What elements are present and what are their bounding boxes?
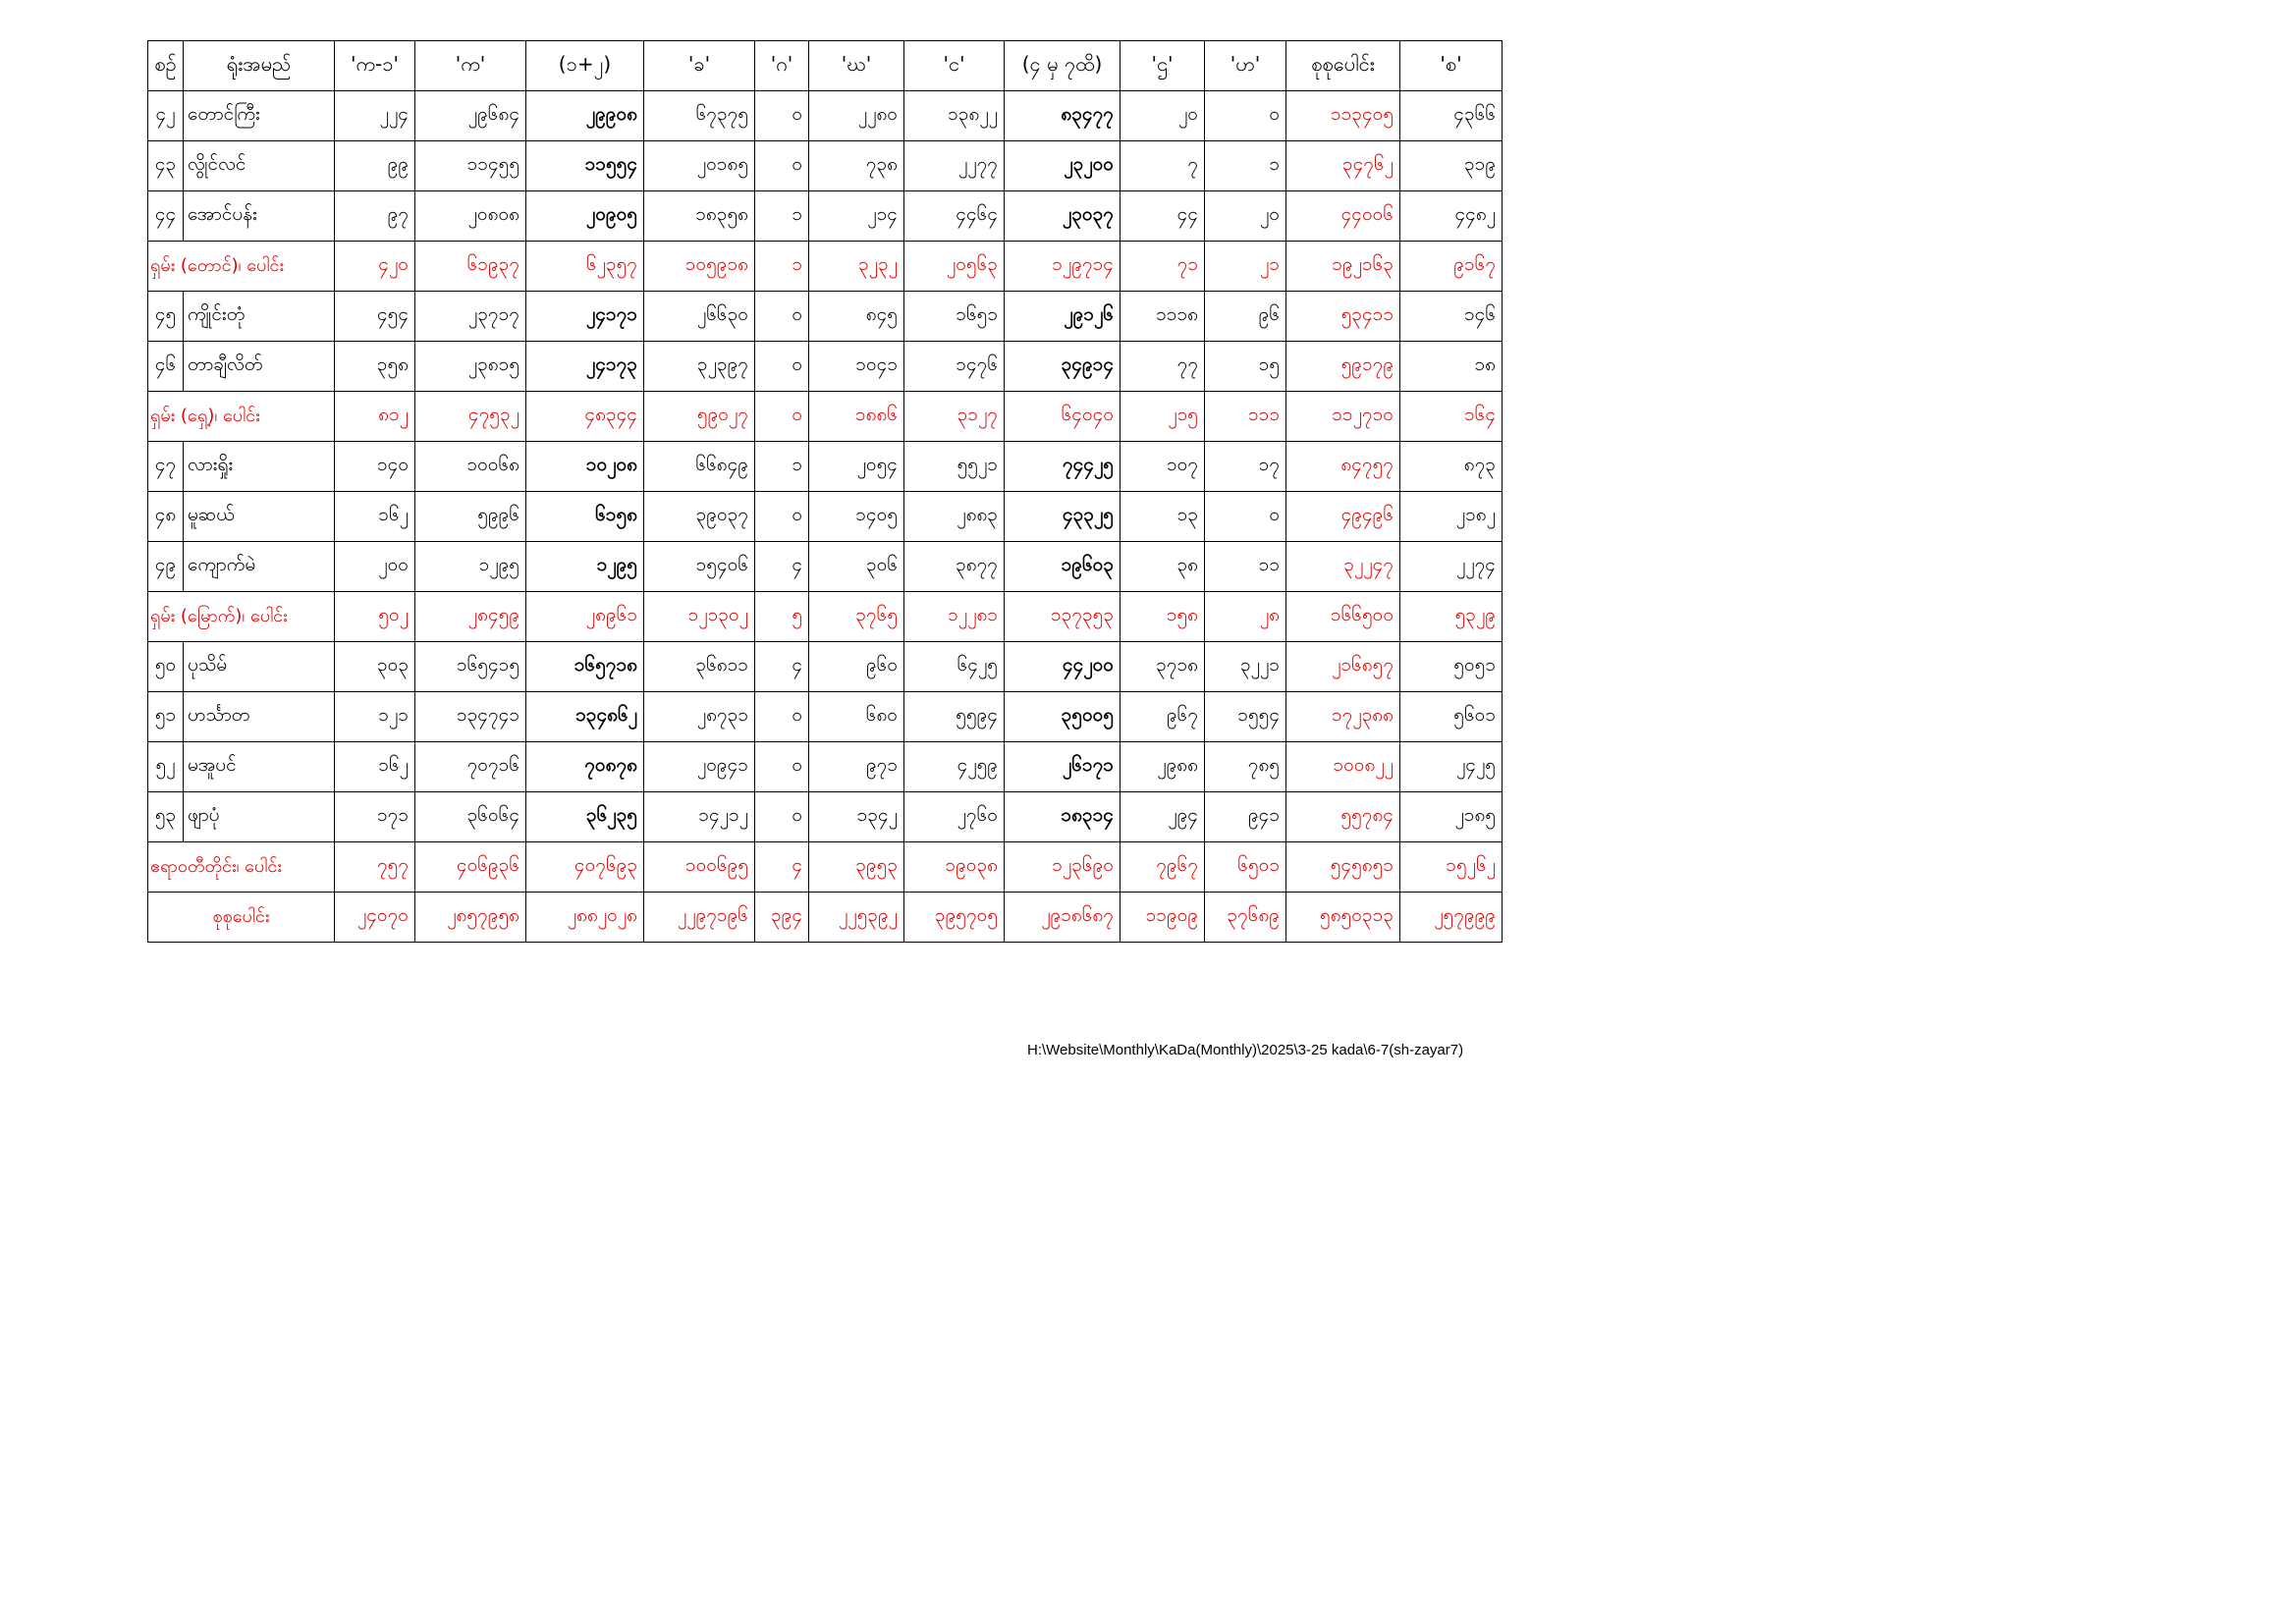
value-cell: ၃၉၄ bbox=[755, 893, 809, 943]
value-cell: ၀ bbox=[1205, 91, 1286, 141]
value-cell: ၈၄၇၅၇ bbox=[1286, 442, 1400, 492]
subtotal-label: ရှမ်း (ရှေ့)၊ ပေါင်း bbox=[148, 392, 335, 442]
table-row bbox=[148, 191, 1503, 242]
value-cell: ၁၃၄၂ bbox=[809, 792, 904, 842]
value-cell: ၅၅၇၈၄ bbox=[1286, 792, 1400, 842]
value-cell: ၃၆၂၃၅ bbox=[526, 792, 644, 842]
value-cell: ၇၉၆၇ bbox=[1121, 842, 1205, 893]
value-cell: ၇၀၇၁၆ bbox=[415, 742, 526, 792]
office-name-cell: ကျောက်မဲ bbox=[184, 542, 335, 592]
value-cell: ၅၃၄၁၁ bbox=[1286, 292, 1400, 342]
value-cell: ၁၃၄၈၆၂ bbox=[526, 692, 644, 742]
value-cell: ၁၉၆၀၃ bbox=[1005, 542, 1121, 592]
value-cell: ၇၀၈၇၈ bbox=[526, 742, 644, 792]
subtotal-label: ရှမ်း (တောင်)၊ ပေါင်း bbox=[148, 242, 335, 292]
table-row bbox=[148, 792, 1503, 842]
value-cell: ၁၀၄၁ bbox=[809, 342, 904, 392]
value-cell: ၄ bbox=[755, 542, 809, 592]
value-cell: ၂၁၈၅ bbox=[1400, 792, 1503, 842]
value-cell: ၀ bbox=[755, 492, 809, 542]
header-cell: 'က' bbox=[415, 41, 526, 91]
subtotal-row bbox=[148, 842, 1503, 893]
value-cell: ၅၉၉၆ bbox=[415, 492, 526, 542]
value-cell: ၆၆၈၄၉ bbox=[644, 442, 755, 492]
value-cell: ၂၃၂၀၀ bbox=[1005, 141, 1121, 191]
value-cell: ၃၉၀၃၇ bbox=[644, 492, 755, 542]
value-cell: ၁၁၂၇၁၀ bbox=[1286, 392, 1400, 442]
value-cell: ၁ bbox=[755, 442, 809, 492]
value-cell: ၁၈၈၆ bbox=[809, 392, 904, 442]
value-cell: ၂၈၈၃ bbox=[904, 492, 1005, 542]
table-row bbox=[148, 292, 1503, 342]
value-cell: ၃၉၅၃ bbox=[809, 842, 904, 893]
value-cell: ၁၃ bbox=[1121, 492, 1205, 542]
value-cell: ၄၄ bbox=[1121, 191, 1205, 242]
value-cell: ၂၀ bbox=[1121, 91, 1205, 141]
header-cell: 'က-၁' bbox=[335, 41, 415, 91]
value-cell: ၆၄၀၄၀ bbox=[1005, 392, 1121, 442]
value-cell: ၅၅၂၁ bbox=[904, 442, 1005, 492]
office-name-cell: လွိုင်လင် bbox=[184, 141, 335, 191]
value-cell: ၁၁၄၅၅ bbox=[415, 141, 526, 191]
serial-number-cell: ၅၀ bbox=[148, 642, 184, 692]
table-row bbox=[148, 342, 1503, 392]
value-cell: ၃၅၀၀၅ bbox=[1005, 692, 1121, 742]
value-cell: ၁၃၄၇၄၁ bbox=[415, 692, 526, 742]
value-cell: ၈၇၃ bbox=[1400, 442, 1503, 492]
value-cell: ၁၀၇ bbox=[1121, 442, 1205, 492]
value-cell: ၂၆၆၃၀ bbox=[644, 292, 755, 342]
value-cell: ၂၃၇၁၇ bbox=[415, 292, 526, 342]
value-cell: ၂၂၉၇၁၉၆ bbox=[644, 893, 755, 943]
value-cell: ၁၆၅၇၁၈ bbox=[526, 642, 644, 692]
value-cell: ၂၂၇၇ bbox=[904, 141, 1005, 191]
value-cell: ၁၇၁ bbox=[335, 792, 415, 842]
value-cell: ၄၄၀၀၆ bbox=[1286, 191, 1400, 242]
header-cell: 'င' bbox=[904, 41, 1005, 91]
value-cell: ၂၈၅၇၉၅၈ bbox=[415, 893, 526, 943]
value-cell: ၄၄၆၄ bbox=[904, 191, 1005, 242]
office-name-cell: တောင်ကြီး bbox=[184, 91, 335, 141]
value-cell: ၁၃၈၂၂ bbox=[904, 91, 1005, 141]
value-cell: ၀ bbox=[755, 141, 809, 191]
value-cell: ၇၅၇ bbox=[335, 842, 415, 893]
value-cell: ၁၆၅၁ bbox=[904, 292, 1005, 342]
value-cell: ၁၁ bbox=[1205, 542, 1286, 592]
serial-number-cell: ၄၆ bbox=[148, 342, 184, 392]
office-name-cell: အောင်ပန်း bbox=[184, 191, 335, 242]
value-cell: ၂၄၀၇၀ bbox=[335, 893, 415, 943]
grand-total-label: စုစုပေါင်း bbox=[148, 893, 335, 943]
value-cell: ၂၉၁၂၆ bbox=[1005, 292, 1121, 342]
serial-number-cell: ၅၂ bbox=[148, 742, 184, 792]
value-cell: ၂၀၅၄ bbox=[809, 442, 904, 492]
value-cell: ၂၈၇၃၁ bbox=[644, 692, 755, 742]
office-name-cell: ပုသိမ် bbox=[184, 642, 335, 692]
value-cell: ၃၇၆၈၉ bbox=[1205, 893, 1286, 943]
value-cell: ၉၉ bbox=[335, 141, 415, 191]
table-row bbox=[148, 492, 1503, 542]
table-row bbox=[148, 442, 1503, 492]
value-cell: ၂၈၄၅၉ bbox=[415, 592, 526, 642]
value-cell: ၉၇ bbox=[335, 191, 415, 242]
value-cell: ၅၀၅၁ bbox=[1400, 642, 1503, 692]
value-cell: ၁၆၂ bbox=[335, 492, 415, 542]
value-cell: ၂၀၁၈၅ bbox=[644, 141, 755, 191]
office-name-cell: လားရှိုး bbox=[184, 442, 335, 492]
value-cell: ၂၉၈၈ bbox=[1121, 742, 1205, 792]
value-cell: ၁ bbox=[1205, 141, 1286, 191]
value-cell: ၂၀၅၆၃ bbox=[904, 242, 1005, 292]
value-cell: ၃၄၉၁၄ bbox=[1005, 342, 1121, 392]
office-name-cell: တာချီလိတ် bbox=[184, 342, 335, 392]
table-row bbox=[148, 692, 1503, 742]
value-cell: ၁၆၄ bbox=[1400, 392, 1503, 442]
header-cell: 'ဃ' bbox=[809, 41, 904, 91]
value-cell: ၁၈၃၅၈ bbox=[644, 191, 755, 242]
value-cell: ၃၁၂၇ bbox=[904, 392, 1005, 442]
value-cell: ၇၈၅ bbox=[1205, 742, 1286, 792]
value-cell: ၂၀၈၀၈ bbox=[415, 191, 526, 242]
value-cell: ၃၂၃၂ bbox=[809, 242, 904, 292]
value-cell: ၆၂၃၅၇ bbox=[526, 242, 644, 292]
value-cell: ၃၈ bbox=[1121, 542, 1205, 592]
value-cell: ၂၀၉၄၁ bbox=[644, 742, 755, 792]
value-cell: ၁၉၂၁၆၃ bbox=[1286, 242, 1400, 292]
value-cell: ၂၁၆၈၅၇ bbox=[1286, 642, 1400, 692]
value-cell: ၂၈၉၆၁ bbox=[526, 592, 644, 642]
value-cell: ၃၁၉ bbox=[1400, 141, 1503, 191]
office-name-cell: ကျိုင်းတုံ bbox=[184, 292, 335, 342]
value-cell: ၁၇ bbox=[1205, 442, 1286, 492]
value-cell: ၁၂၁ bbox=[335, 692, 415, 742]
office-name-cell: မအူပင် bbox=[184, 742, 335, 792]
value-cell: ၃၀၆ bbox=[809, 542, 904, 592]
header-cell: 'ခ' bbox=[644, 41, 755, 91]
value-cell: ၄၉၄၉၆ bbox=[1286, 492, 1400, 542]
value-cell: ၀ bbox=[755, 742, 809, 792]
value-cell: ၃၀၃ bbox=[335, 642, 415, 692]
value-cell: ၁၁၃၄၀၅ bbox=[1286, 91, 1400, 141]
table-row bbox=[148, 742, 1503, 792]
value-cell: ၂၈ bbox=[1205, 592, 1286, 642]
value-cell: ၁၀၀၈၂၂ bbox=[1286, 742, 1400, 792]
value-cell: ၁၁၁၈ bbox=[1121, 292, 1205, 342]
value-cell: ၄၃၃၂၅ bbox=[1005, 492, 1121, 542]
serial-number-cell: ၄၃ bbox=[148, 141, 184, 191]
value-cell: ၁၂၉၇၁၄ bbox=[1005, 242, 1121, 292]
value-cell: ၄ bbox=[755, 842, 809, 893]
value-cell: ၄၀၇၆၉၃ bbox=[526, 842, 644, 893]
value-cell: ၄၄၂၀၀ bbox=[1005, 642, 1121, 692]
table-row bbox=[148, 642, 1503, 692]
value-cell: ၁၆၅၄၁၅ bbox=[415, 642, 526, 692]
value-cell: ၂၅၇၉၉၉ bbox=[1400, 893, 1503, 943]
value-cell: ၁၈၃၁၄ bbox=[1005, 792, 1121, 842]
table-body bbox=[148, 91, 1503, 943]
value-cell: ၁၂၂၈၁ bbox=[904, 592, 1005, 642]
value-cell: ၃၄၇၆၂ bbox=[1286, 141, 1400, 191]
value-cell: ၁၁၁ bbox=[1205, 392, 1286, 442]
value-cell: ၉၁၆၇ bbox=[1400, 242, 1503, 292]
value-cell: ၁၀၂၀၈ bbox=[526, 442, 644, 492]
value-cell: ၁၉၀၃၈ bbox=[904, 842, 1005, 893]
value-cell: ၇၇ bbox=[1121, 342, 1205, 392]
value-cell: ၁၅၄၀၆ bbox=[644, 542, 755, 592]
value-cell: ၃၆၈၁၁ bbox=[644, 642, 755, 692]
serial-number-cell: ၄၉ bbox=[148, 542, 184, 592]
value-cell: ၂၃၈၁၅ bbox=[415, 342, 526, 392]
value-cell: ၂၁၅ bbox=[1121, 392, 1205, 442]
value-cell: ၅၉၁၇၉ bbox=[1286, 342, 1400, 392]
value-cell: ၀ bbox=[755, 792, 809, 842]
header-cell: 'ဟ' bbox=[1205, 41, 1286, 91]
value-cell: ၆၁၅၈ bbox=[526, 492, 644, 542]
data-table bbox=[147, 40, 1503, 943]
value-cell: ၅၀၂ bbox=[335, 592, 415, 642]
value-cell: ၆၁၉၃၇ bbox=[415, 242, 526, 292]
table-row bbox=[148, 91, 1503, 141]
value-cell: ၁ bbox=[755, 242, 809, 292]
value-cell: ၆၅၀၁ bbox=[1205, 842, 1286, 893]
value-cell: ၉၆ bbox=[1205, 292, 1286, 342]
value-cell: ၇ bbox=[1121, 141, 1205, 191]
value-cell: ၄၇၅၃၂ bbox=[415, 392, 526, 442]
value-cell: ၁၀၀၆၈ bbox=[415, 442, 526, 492]
header-cell: 'စ' bbox=[1400, 41, 1503, 91]
header-cell: ရုံးအမည် bbox=[184, 41, 335, 91]
value-cell: ၂၄၂၅ bbox=[1400, 742, 1503, 792]
value-cell: ၃၂၃၉၇ bbox=[644, 342, 755, 392]
value-cell: ၁၅ bbox=[1205, 342, 1286, 392]
value-cell: ၁၆၆၅၀၀ bbox=[1286, 592, 1400, 642]
value-cell: ၂၄၁၇၁ bbox=[526, 292, 644, 342]
value-cell: ၉၇၁ bbox=[809, 742, 904, 792]
value-cell: ၃၆၀၆၄ bbox=[415, 792, 526, 842]
value-cell: ၂၂၈၀ bbox=[809, 91, 904, 141]
value-cell: ၄၈၃၄၄ bbox=[526, 392, 644, 442]
value-cell: ၁၄၆ bbox=[1400, 292, 1503, 342]
office-name-cell: မူဆယ် bbox=[184, 492, 335, 542]
value-cell: ၉၄၁ bbox=[1205, 792, 1286, 842]
value-cell: ၅၃၂၉ bbox=[1400, 592, 1503, 642]
header-cell: (၁+၂) bbox=[526, 41, 644, 91]
value-cell: ၂၂၅၃၉၂ bbox=[809, 893, 904, 943]
value-cell: ၁၂၉၅ bbox=[526, 542, 644, 592]
value-cell: ၆၄၂၅ bbox=[904, 642, 1005, 692]
value-cell: ၄၂၅၉ bbox=[904, 742, 1005, 792]
value-cell: ၄၅၄ bbox=[335, 292, 415, 342]
value-cell: ၃၈၇၇ bbox=[904, 542, 1005, 592]
value-cell: ၃၂၂၁ bbox=[1205, 642, 1286, 692]
header-cell: 'ဌ' bbox=[1121, 41, 1205, 91]
value-cell: ၀ bbox=[755, 392, 809, 442]
value-cell: ၃၅၈ bbox=[335, 342, 415, 392]
value-cell: ၂၂၇၄ bbox=[1400, 542, 1503, 592]
value-cell: ၁၈ bbox=[1400, 342, 1503, 392]
value-cell: ၇၁ bbox=[1121, 242, 1205, 292]
value-cell: ၂၉၉၀၈ bbox=[526, 91, 644, 141]
value-cell: ၄ bbox=[755, 642, 809, 692]
value-cell: ၃၇၁၈ bbox=[1121, 642, 1205, 692]
header-cell: (၄ မှ ၇ထိ) bbox=[1005, 41, 1121, 91]
value-cell: ၀ bbox=[1205, 492, 1286, 542]
value-cell: ၉၆၀ bbox=[809, 642, 904, 692]
value-cell: ၂၂၄ bbox=[335, 91, 415, 141]
value-cell: ၂၀ bbox=[1205, 191, 1286, 242]
value-cell: ၁၀၅၉၁၈ bbox=[644, 242, 755, 292]
value-cell: ၁၆၂ bbox=[335, 742, 415, 792]
value-cell: ၃၇၆၅ bbox=[809, 592, 904, 642]
serial-number-cell: ၄၈ bbox=[148, 492, 184, 542]
subtotal-row bbox=[148, 392, 1503, 442]
value-cell: ၁၅၂၆၂ bbox=[1400, 842, 1503, 893]
serial-number-cell: ၄၅ bbox=[148, 292, 184, 342]
value-cell: ၀ bbox=[755, 692, 809, 742]
value-cell: ၁၄၇၆ bbox=[904, 342, 1005, 392]
value-cell: ၂၉၄ bbox=[1121, 792, 1205, 842]
value-cell: ၁၀၀၆၉၅ bbox=[644, 842, 755, 893]
value-cell: ၀ bbox=[755, 342, 809, 392]
value-cell: ၂၈၈၂၀၂၈ bbox=[526, 893, 644, 943]
value-cell: ၄၄၈၂ bbox=[1400, 191, 1503, 242]
value-cell: ၅၈၅၀၃၁၃ bbox=[1286, 893, 1400, 943]
value-cell: ၁ bbox=[755, 191, 809, 242]
value-cell: ၂၇၆၀ bbox=[904, 792, 1005, 842]
value-cell: ၀ bbox=[755, 91, 809, 141]
value-cell: ၂၉၁၈၆၈၇ bbox=[1005, 893, 1121, 943]
value-cell: ၅၅၉၄ bbox=[904, 692, 1005, 742]
header-cell: 'ဂ' bbox=[755, 41, 809, 91]
value-cell: ၇၄၄၂၅ bbox=[1005, 442, 1121, 492]
table-row bbox=[148, 542, 1503, 592]
value-cell: ၁၁၉၀၉ bbox=[1121, 893, 1205, 943]
value-cell: ၅၆၀၁ bbox=[1400, 692, 1503, 742]
value-cell: ၂၁၈၂ bbox=[1400, 492, 1503, 542]
value-cell: ၂၉၆၈၄ bbox=[415, 91, 526, 141]
value-cell: ၁၁၅၅၄ bbox=[526, 141, 644, 191]
header-cell: စဉ် bbox=[148, 41, 184, 91]
value-cell: ၁၄၀၅ bbox=[809, 492, 904, 542]
header-cell: စုစုပေါင်း bbox=[1286, 41, 1400, 91]
value-cell: ၄၀၆၉၃၆ bbox=[415, 842, 526, 893]
value-cell: ၄၃၆၆ bbox=[1400, 91, 1503, 141]
value-cell: ၁၄၂၁၂ bbox=[644, 792, 755, 842]
value-cell: ၁၄၀ bbox=[335, 442, 415, 492]
subtotal-label: ရှမ်း (မြောက်)၊ ပေါင်း bbox=[148, 592, 335, 642]
value-cell: ၁၂၁၃၀၂ bbox=[644, 592, 755, 642]
serial-number-cell: ၄၄ bbox=[148, 191, 184, 242]
value-cell: ၁၇၂၃၈၈ bbox=[1286, 692, 1400, 742]
value-cell: ၂၀၀ bbox=[335, 542, 415, 592]
value-cell: ၅၄၅၈၅၁ bbox=[1286, 842, 1400, 893]
header-row bbox=[148, 41, 1503, 91]
value-cell: ၁၂၃၆၉၀ bbox=[1005, 842, 1121, 893]
office-name-cell: ဖျာပုံ bbox=[184, 792, 335, 842]
value-cell: ၀ bbox=[755, 292, 809, 342]
value-cell: ၉၆၇ bbox=[1121, 692, 1205, 742]
value-cell: ၄၂၀ bbox=[335, 242, 415, 292]
file-path-footer: H:\Website\Monthly\KaDa(Monthly)\2025\3-25 kada\6-7(sh-zayar7) bbox=[1027, 1042, 1464, 1058]
value-cell: ၁၂၉၅ bbox=[415, 542, 526, 592]
serial-number-cell: ၅၃ bbox=[148, 792, 184, 842]
value-cell: ၂၃၀၃၇ bbox=[1005, 191, 1121, 242]
value-cell: ၂၀၉၀၅ bbox=[526, 191, 644, 242]
value-cell: ၁၅၈ bbox=[1121, 592, 1205, 642]
value-cell: ၂၆၁၇၁ bbox=[1005, 742, 1121, 792]
value-cell: ၅ bbox=[755, 592, 809, 642]
value-cell: ၅၉၀၂၇ bbox=[644, 392, 755, 442]
value-cell: ၈၄၅ bbox=[809, 292, 904, 342]
value-cell: ၆၇၃၇၅ bbox=[644, 91, 755, 141]
value-cell: ၂၁ bbox=[1205, 242, 1286, 292]
value-cell: ၆၈၀ bbox=[809, 692, 904, 742]
serial-number-cell: ၄၂ bbox=[148, 91, 184, 141]
value-cell: ၁၃၇၃၅၃ bbox=[1005, 592, 1121, 642]
serial-number-cell: ၄၇ bbox=[148, 442, 184, 492]
value-cell: ၈၁၂ bbox=[335, 392, 415, 442]
subtotal-label: ဧရာဝတီတိုင်း၊ ပေါင်း bbox=[148, 842, 335, 893]
grand-total-row bbox=[148, 893, 1503, 943]
office-name-cell: ဟင်္သာတ bbox=[184, 692, 335, 742]
table-row bbox=[148, 141, 1503, 191]
value-cell: ၂၄၁၇၃ bbox=[526, 342, 644, 392]
value-cell: ၁၅၅၄ bbox=[1205, 692, 1286, 742]
serial-number-cell: ၅၁ bbox=[148, 692, 184, 742]
value-cell: ၇၃၈ bbox=[809, 141, 904, 191]
value-cell: ၂၁၄ bbox=[809, 191, 904, 242]
value-cell: ၃၉၅၇၀၅ bbox=[904, 893, 1005, 943]
value-cell: ၈၃၄၇၇ bbox=[1005, 91, 1121, 141]
subtotal-row bbox=[148, 592, 1503, 642]
value-cell: ၃၂၂၄၇ bbox=[1286, 542, 1400, 592]
subtotal-row bbox=[148, 242, 1503, 292]
